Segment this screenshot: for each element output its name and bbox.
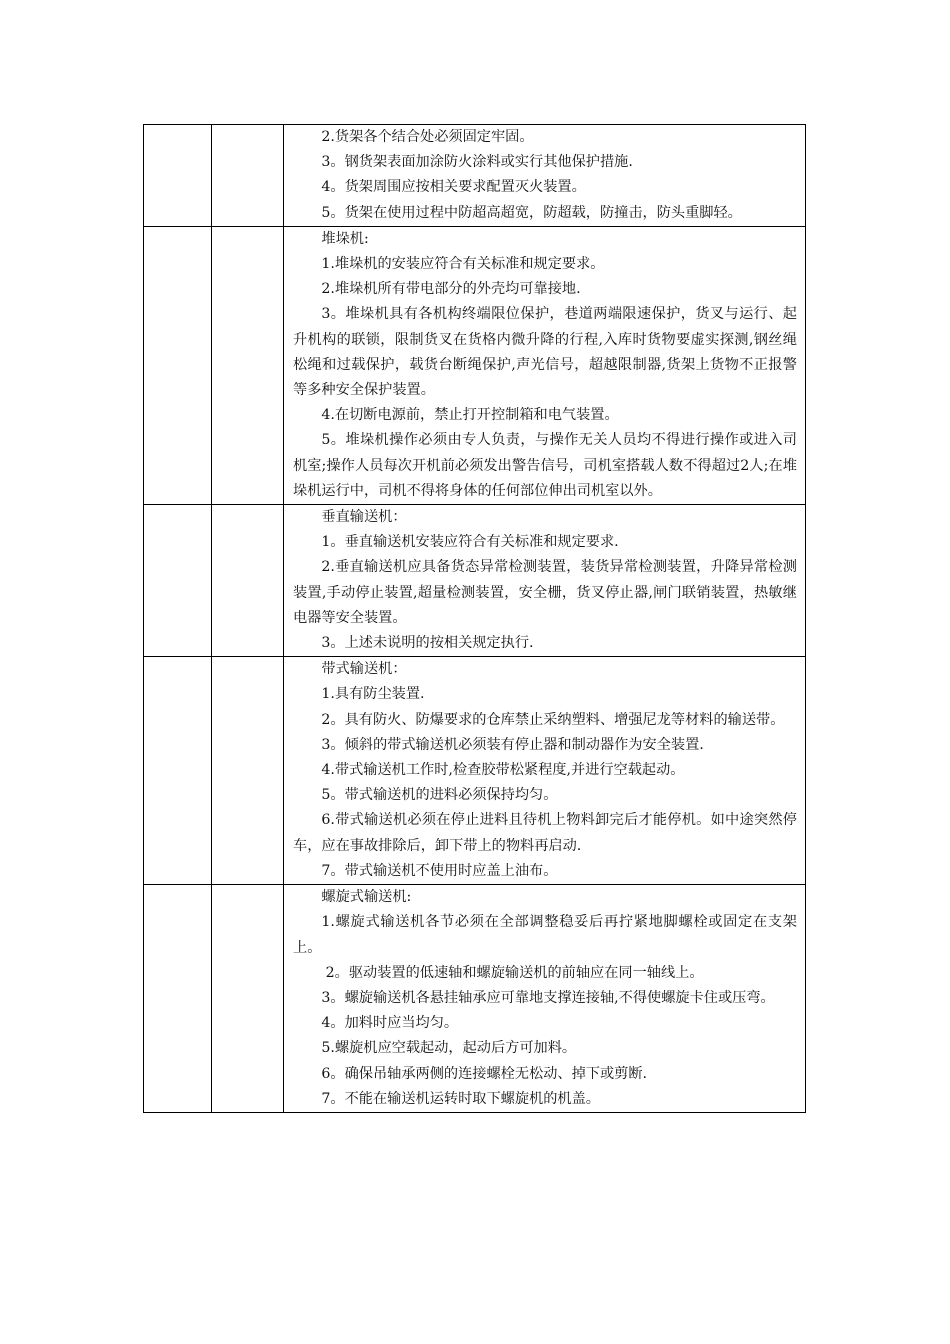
section-heading: 堆垛机: <box>321 230 369 247</box>
table-cell-empty <box>212 505 284 657</box>
paragraph: 1.具有防尘装置. <box>321 686 425 703</box>
section-heading: 螺旋式输送机: <box>321 889 412 906</box>
paragraph: 3。钢货架表面加涂防火涂料或实行其他保护措施. <box>321 154 633 171</box>
paragraph: 6.带式输送机必须在停止进料且待机上物料卸完后才能停机。如中途突然停车，应在事故排除后，卸下带上的物料再启动. <box>293 812 797 854</box>
paragraph: 4。加料时应当均匀。 <box>321 1015 459 1032</box>
table-cell-empty <box>144 226 212 504</box>
paragraph: 2.货架各个结合处必须固定牢固。 <box>321 129 534 145</box>
table-cell-content <box>284 505 806 657</box>
table-cell-empty <box>144 657 212 885</box>
table-cell-empty <box>144 505 212 657</box>
paragraph: 2.垂直输送机应具备货态异常检测装置，装货异常检测装置，升降异常检测装置,手动停止装置,超量检测装置，安全栅，货叉停止器,闸门联销装置，热敏继电器等安全装置。 <box>293 559 797 626</box>
paragraph: 4.带式输送机工作时,检查胶带松紧程度,并进行空载起动。 <box>321 762 685 779</box>
paragraph: 5。带式输送机的进料必须保持均匀。 <box>321 787 558 804</box>
paragraph: 2.堆垛机所有带电部分的外壳均可靠接地. <box>321 281 581 298</box>
table-cell-empty <box>212 657 284 885</box>
table-cell-empty <box>212 226 284 504</box>
requirements-table <box>143 124 806 1113</box>
table-cell-empty <box>212 125 284 227</box>
section-heading: 带式输送机： <box>321 661 407 678</box>
paragraph: 1.螺旋式输送机各节必须在全部调整稳妥后再拧紧地脚螺栓或固定在支架上。 <box>293 914 797 956</box>
table-row <box>144 226 806 504</box>
paragraph: 2。驱动装置的低速轴和螺旋输送机的前轴应在同一轴线上。 <box>325 964 704 981</box>
table-cell-content <box>284 226 806 504</box>
paragraph: 3。螺旋输送机各悬挂轴承应可靠地支撑连接轴,不得使螺旋卡住或压弯。 <box>321 989 775 1006</box>
table-cell-empty <box>144 125 212 227</box>
table-row <box>144 125 806 227</box>
paragraph: 4。货架周围应按相关要求配置灭火装置。 <box>321 179 586 196</box>
paragraph: 2。具有防火、防爆要求的仓库禁止采纳塑料、增强尼龙等材料的输送带。 <box>321 711 785 728</box>
table-cell-content <box>284 125 806 227</box>
table-cell-empty <box>212 885 284 1113</box>
paragraph: 7。带式输送机不使用时应盖上油布。 <box>321 862 558 879</box>
paragraph: 6。确保吊轴承两侧的连接螺栓无松动、掉下或剪断. <box>321 1065 648 1082</box>
section-heading: 垂直输送机： <box>321 509 407 526</box>
table-row <box>144 657 806 885</box>
table-cell-empty <box>144 885 212 1113</box>
paragraph: 1。垂直输送机安装应符合有关标准和规定要求. <box>321 534 619 551</box>
paragraph: 1.堆垛机的安装应符合有关标准和规定要求。 <box>321 256 605 273</box>
paragraph: 3。上述未说明的按相关规定执行. <box>321 635 534 652</box>
table-row <box>144 885 806 1113</box>
paragraph: 7。不能在输送机运转时取下螺旋机的机盖。 <box>321 1090 600 1107</box>
table-row <box>144 505 806 657</box>
paragraph: 4.在切断电源前，禁止打开控制箱和电气装置。 <box>321 407 619 424</box>
paragraph: 3。堆垛机具有各机构终端限位保护，巷道两端限速保护，货叉与运行、起升机构的联锁，限制货叉在货格内微升降的行程,入库时货物要虚实探测,钢丝绳松绳和过载保护，载货台断绳保护,声光信号，超越限制器,货架上货物不正报警等多种安全保护装置。 <box>293 306 797 399</box>
paragraph: 5.螺旋机应空载起动，起动后方可加料。 <box>321 1040 577 1057</box>
paragraph: 5。货架在使用过程中防超高超宽，防超载，防撞击，防头重脚轻。 <box>321 204 742 221</box>
paragraph: 5。堆垛机操作必须由专人负责，与操作无关人员均不得进行操作或进入司机室;操作人员每次开机前必须发出警告信号，司机室搭载人数不得超过2人;在堆垛机运行中，司机不得将身体的任何部位伸出司机室以外。 <box>293 432 797 499</box>
table-cell-content <box>284 657 806 885</box>
paragraph: 3。倾斜的带式输送机必须装有停止器和制动器作为安全装置. <box>321 736 704 753</box>
table-cell-content <box>284 885 806 1113</box>
